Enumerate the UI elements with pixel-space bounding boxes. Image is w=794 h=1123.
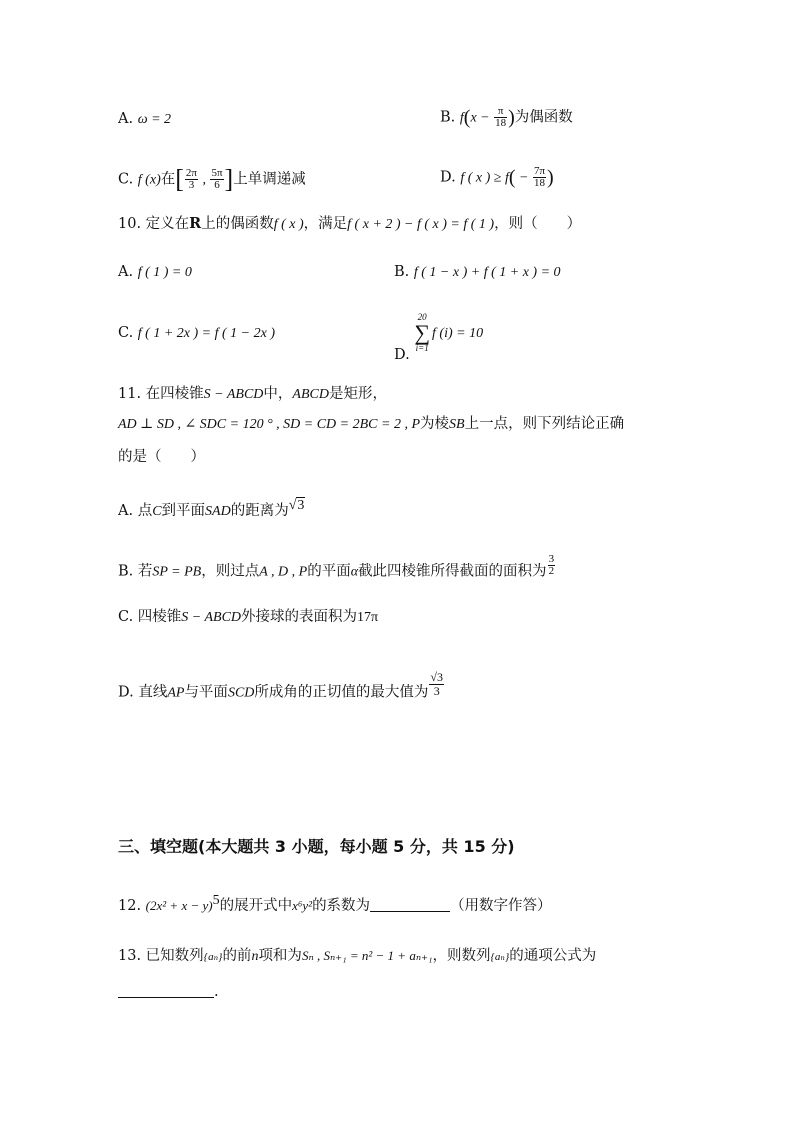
sum-upper: 20 (417, 312, 427, 322)
option-math: SP = PB (152, 564, 202, 580)
stem-text: 11. 在四棱锥 (118, 386, 204, 402)
exponent: 5 (212, 893, 220, 908)
option-label: B. (440, 109, 456, 126)
option-text: 的平面 (307, 563, 351, 580)
bracket-left: [ (175, 164, 184, 194)
stem-math: SB (449, 417, 465, 432)
option-math: f (459, 110, 464, 126)
sigma-icon: ∑ (414, 320, 431, 345)
stem-text: 的系数为 (312, 897, 371, 914)
frac-num: 2π (185, 167, 197, 179)
stem-math: {aₙ} (203, 951, 223, 963)
q9-option-b (440, 106, 573, 129)
stem-text: 的是（ ） (118, 449, 205, 465)
q9-option-c (118, 164, 306, 194)
option-math: f (i) = 10 (432, 326, 484, 341)
frac-den: 3 (433, 684, 440, 698)
frac-num: √3 (430, 670, 443, 684)
stem-math: {aₙ} (490, 951, 510, 963)
paren-right: ) (508, 106, 515, 129)
stem-math: ABCD (292, 387, 329, 402)
option-math: C (152, 504, 162, 519)
q10-option-d (394, 312, 484, 363)
fraction (210, 168, 223, 191)
option-math: 17π (357, 610, 379, 625)
option-text: 为偶函数 (514, 109, 573, 126)
fraction (494, 106, 507, 129)
q11-option-c (118, 607, 378, 628)
q10-option-c (118, 323, 275, 344)
option-text: 若 (137, 563, 153, 580)
answer-blank[interactable] (118, 997, 214, 998)
option-math: f ( x ) ≥ f (460, 170, 509, 186)
fraction (533, 166, 546, 189)
option-label: C. (118, 609, 134, 625)
stem-text: 的前 (222, 948, 252, 964)
q10-stem (118, 214, 581, 235)
q11-stem-line3 (118, 447, 205, 467)
fraction (185, 168, 198, 191)
option-label: A. (118, 503, 134, 519)
answer-blank[interactable] (370, 911, 450, 912)
paren-left: ( (508, 166, 516, 189)
stem-math: S − ABCD (203, 387, 264, 402)
option-text: 与平面 (184, 684, 228, 701)
frac-den: 18 (534, 177, 545, 189)
stem-text: 是矩形， (328, 386, 387, 402)
option-text: 点 (137, 503, 153, 519)
stem-text: 的通项公式为 (509, 948, 597, 964)
stem-math: (2x² + x − y) (145, 897, 213, 913)
question-number: 13. (118, 948, 142, 964)
option-math: f (x) (137, 172, 161, 188)
stem-text: 中， (263, 386, 293, 402)
q13-stem (118, 946, 596, 967)
option-math: SCD (227, 685, 255, 701)
paren-right: ) (547, 166, 554, 189)
q11-option-a (118, 498, 305, 522)
stem-set-R: R (189, 215, 202, 232)
q13-answer-line (118, 982, 219, 1002)
q10-option-a (118, 262, 192, 283)
q11-option-b (118, 553, 556, 583)
stem-text: 项和为 (258, 948, 302, 964)
option-math: α (350, 564, 359, 580)
option-math: SAD (205, 504, 231, 519)
sum-lower: i=1 (415, 343, 429, 353)
option-text: 直线 (138, 684, 168, 701)
frac-den: 3 (188, 179, 195, 191)
option-label: B. (394, 264, 410, 280)
frac-num: 7π (533, 165, 546, 177)
stem-text: 上的偶函数 (201, 216, 274, 232)
option-text: 所成角的正切值的最大值为 (254, 684, 429, 701)
stem-math: x⁶y² (292, 897, 313, 913)
option-text: 上单调递减 (233, 171, 306, 188)
q11-stem-line2 (118, 414, 624, 435)
frac-num: 5π (211, 167, 223, 179)
stem-math: f ( x + 2 ) − f ( x ) = f ( 1 ) (347, 217, 495, 232)
q10-option-b (394, 262, 561, 283)
fraction (429, 671, 444, 698)
stem-text: 10. 定义在 (118, 216, 190, 232)
option-text: 到平面 (161, 503, 206, 519)
frac-num: 3 (548, 553, 555, 565)
option-math: A , D , P (259, 564, 308, 580)
option-label: D. (118, 684, 134, 701)
q9-option-a (118, 109, 171, 130)
paren-left: ( (463, 106, 471, 129)
stem-text: 上一点，则下列结论正确 (464, 416, 625, 432)
stem-text: ，则数列 (432, 948, 491, 964)
summation (414, 312, 430, 354)
stem-text: 已知数列 (145, 948, 204, 964)
stem-math: f ( x ) (273, 217, 304, 232)
option-text: 的距离为 (230, 503, 289, 519)
option-label: C. (118, 325, 134, 341)
option-text: 截此四棱锥所得截面的面积为 (358, 563, 547, 580)
stem-math: AD ⊥ SD , ∠ SDC = 120 ° , SD = CD = 2BC = 2 , P (118, 417, 421, 432)
option-label: B. (118, 563, 134, 580)
option-label: D. (440, 169, 456, 186)
stem-text: ，满足 (303, 216, 348, 232)
bracket-right: ] (224, 164, 234, 194)
stem-math: Sₙ , Sₙ₊₁ = n² − 1 + aₙ₊₁ (301, 948, 433, 963)
option-text: 在 (160, 171, 176, 188)
option-text: 四棱锥 (137, 609, 182, 625)
frac-den: 18 (495, 117, 507, 129)
option-label: A. (118, 264, 134, 280)
frac-den: 6 (214, 179, 220, 191)
option-math: f ( 1 − x ) + f ( 1 + x ) = 0 (413, 265, 561, 280)
option-math: f ( 1 ) = 0 (137, 265, 192, 280)
stem-text: 为棱 (420, 416, 450, 432)
question-number: 12. (118, 897, 142, 914)
option-math: f ( 1 + 2x ) = f ( 1 − 2x ) (137, 326, 275, 341)
option-label: A. (118, 111, 134, 127)
option-math: S − ABCD (181, 610, 242, 625)
q9-option-d (440, 166, 554, 189)
q11-option-d (118, 670, 445, 706)
section-heading: 三、填空题(本大题共 3 小题，每小题 5 分，共 15 分) (118, 837, 515, 856)
stem-math: n (251, 949, 259, 964)
frac-den: 2 (548, 565, 555, 577)
stem-text: （用数字作答） (450, 897, 552, 914)
separator: , (198, 172, 210, 188)
option-math: − (515, 170, 532, 186)
option-text: ，则过点 (201, 563, 260, 580)
option-math: AP (167, 685, 185, 701)
stem-text: ，则（ ） (494, 216, 582, 232)
option-text: 外接球的表面积为 (241, 609, 358, 625)
fraction (548, 554, 556, 577)
option-math: x − (470, 110, 494, 126)
frac-num: π (494, 106, 507, 118)
q11-stem-line1 (118, 384, 387, 405)
radicand: 3 (297, 498, 305, 513)
stem-text: 的展开式中 (219, 897, 293, 914)
q12-stem (118, 891, 552, 916)
option-label: C. (118, 171, 134, 188)
option-label: D. (394, 347, 410, 363)
option-math: ω = 2 (137, 112, 172, 127)
square-root: √3 (288, 498, 305, 513)
stem-text: . (214, 984, 219, 1000)
